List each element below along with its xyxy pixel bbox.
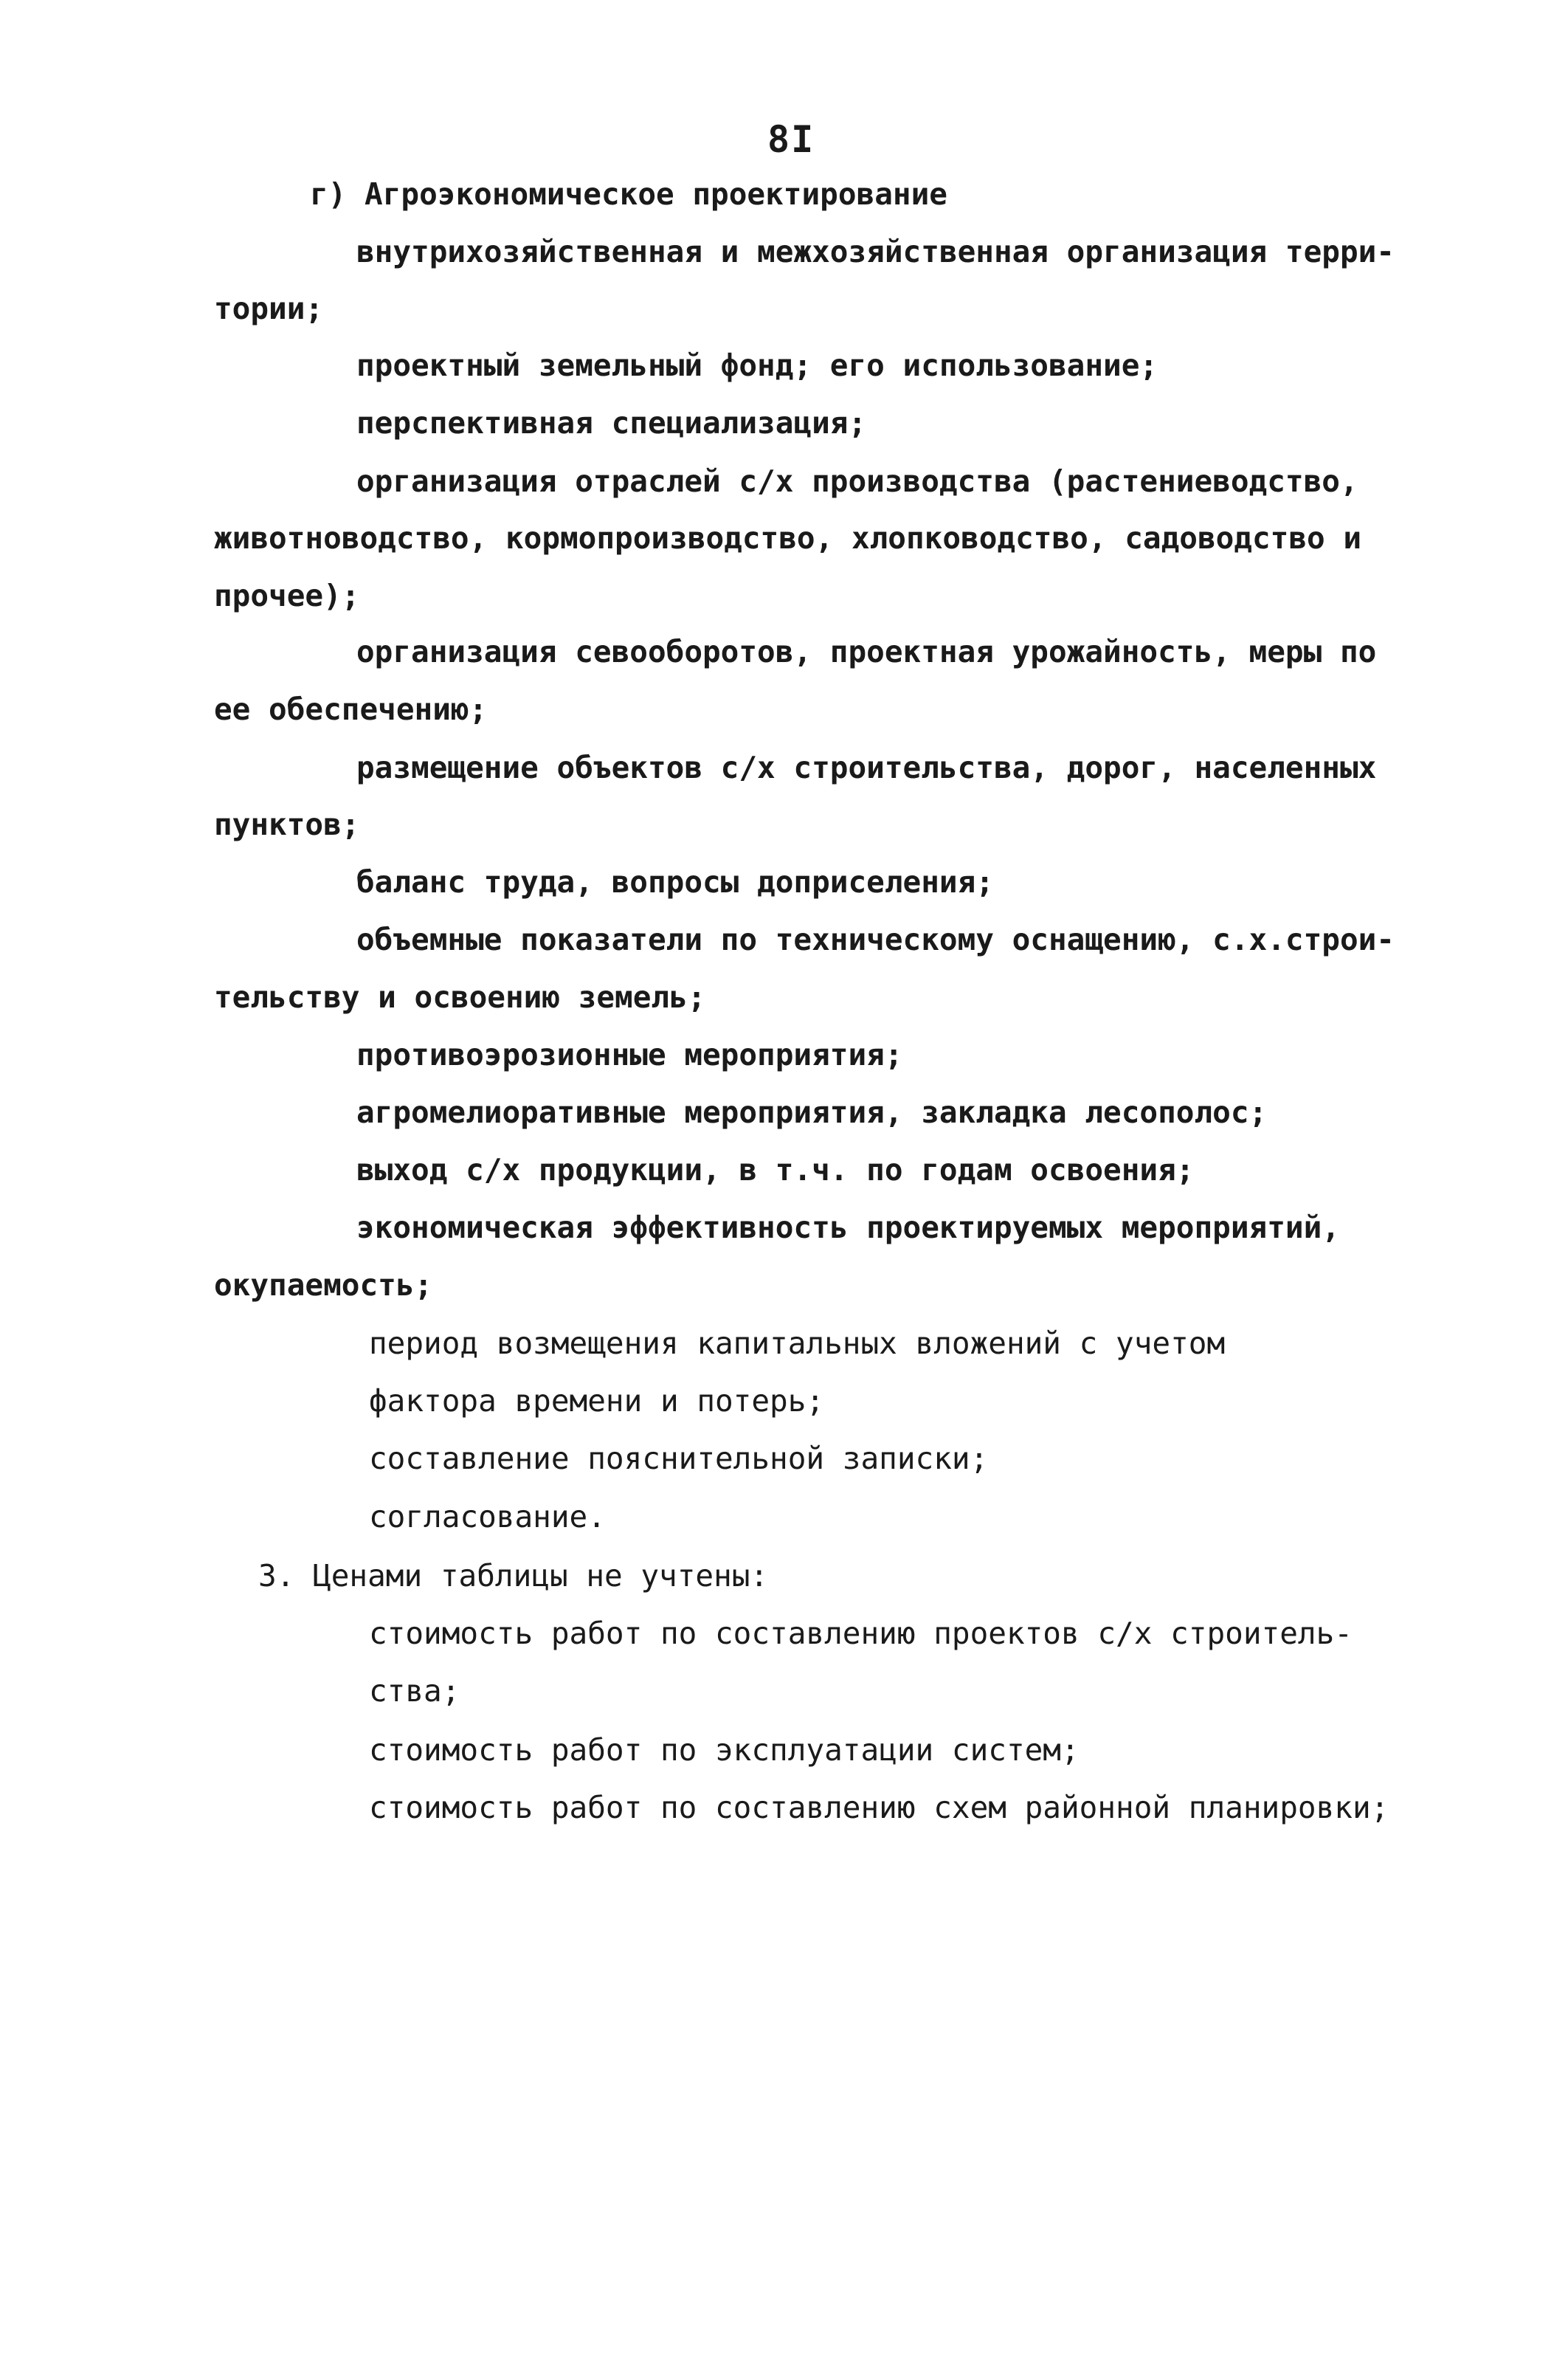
- list-item: перспективная специализация;: [356, 405, 867, 441]
- list-item: проектный земельный фонд; его использование;: [356, 348, 1158, 383]
- list-item: внутрихозяйственная и межхозяйственная организация терри-: [356, 234, 1395, 269]
- list-item-continuation: ства;: [369, 1673, 460, 1709]
- list-item: противоэрозионные мероприятия;: [356, 1037, 903, 1072]
- list-item: размещение объектов с/х строительства, дорог, населенных: [356, 750, 1377, 785]
- list-item: агромелиоративные мероприятия, закладка лесополос;: [356, 1095, 1268, 1130]
- list-item: выход с/х продукции, в т.ч. по годам освоения;: [356, 1152, 1195, 1188]
- list-item: стоимость работ по составлению схем районной планировки;: [369, 1790, 1389, 1825]
- list-item: организация севооборотов, проектная урожайность, меры по: [356, 634, 1377, 669]
- section-heading: г) Агроэкономическое проектирование: [310, 176, 947, 212]
- list-item: объемные показатели по техническому оснащению, с.х.строи-: [356, 922, 1395, 957]
- list-item: стоимость работ по эксплуатации систем;: [369, 1732, 1080, 1768]
- page-number: 8I: [767, 118, 815, 161]
- list-item: экономическая эффективность проектируемых мероприятий,: [356, 1210, 1340, 1245]
- list-item-continuation: животноводство, кормопроизводство, хлопководство, садоводство и: [214, 520, 1362, 556]
- list-item: период возмещения капитальных вложений с учетом: [369, 1326, 1226, 1361]
- section-heading: 3. Ценами таблицы не учтены:: [258, 1558, 769, 1594]
- list-item: организация отраслей с/х производства (растениеводство,: [356, 464, 1358, 499]
- list-item-continuation: пунктов;: [214, 807, 360, 842]
- list-item: стоимость работ по составлению проектов с/х строитель-: [369, 1616, 1353, 1651]
- list-item: баланс труда, вопросы доприселения;: [356, 864, 994, 900]
- list-item-continuation: окупаемость;: [214, 1267, 433, 1303]
- list-item-continuation: тельству и освоению земель;: [214, 979, 706, 1015]
- list-item-continuation: фактора времени и потерь;: [369, 1383, 825, 1419]
- list-item: составление пояснительной записки;: [369, 1441, 989, 1476]
- list-item-continuation: прочее);: [214, 578, 360, 613]
- list-item-continuation: тории;: [214, 291, 324, 326]
- list-item: согласование.: [369, 1499, 606, 1534]
- list-item-continuation: ее обеспечению;: [214, 692, 488, 727]
